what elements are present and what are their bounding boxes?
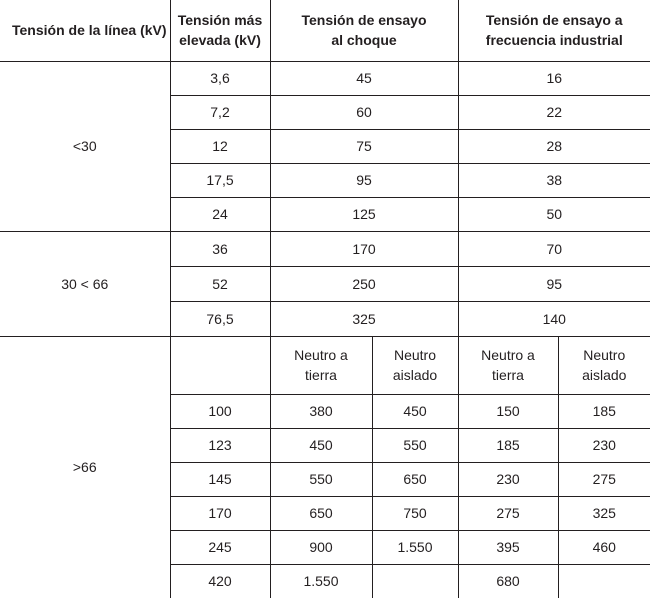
header-tension-choque-line1: Tensión de ensayo — [301, 12, 427, 29]
cell-frec-tierra: 150 — [458, 394, 558, 428]
header-tension-mas-elevada-line1: Tensión más — [177, 12, 263, 29]
subheader-frec-neutro-aislado-line2: aislado — [582, 367, 627, 383]
header-tension-choque-line2: al choque — [331, 32, 397, 49]
subheader-choque-neutro-aislado — [372, 336, 458, 394]
subheader-frec-neutro-tierra-line2: tierra — [492, 367, 524, 383]
cell-tension-choque: 60 — [270, 95, 458, 129]
subheader-choque-neutro-tierra-line2: tierra — [305, 367, 337, 383]
cell-frec-tierra: 230 — [458, 462, 558, 496]
cell-tension-mas: 12 — [170, 129, 270, 163]
header-row — [0, 0, 650, 61]
cell-tension-choque: 95 — [270, 163, 458, 197]
header-tension-linea — [0, 0, 170, 61]
cell-frec-aislado: 230 — [592, 437, 616, 453]
cell-frec-tierra: 185 — [458, 428, 558, 462]
cell-frec-tierra: 275 — [458, 496, 558, 530]
subheader-empty — [170, 336, 270, 394]
cell-tension-mas: 17,5 — [170, 163, 270, 197]
cell-choque-aislado: 1.550 — [372, 530, 458, 564]
cell-frec-aislado: 185 — [592, 403, 616, 419]
cell-frec-tierra: 395 — [458, 530, 558, 564]
cell-choque-aislado: 450 — [372, 394, 458, 428]
cell-choque-tierra: 550 — [270, 462, 372, 496]
header-tension-mas-elevada — [170, 0, 270, 61]
header-tension-frecuencia-line2: frecuencia industrial — [485, 32, 623, 49]
cell-choque-tierra: 650 — [270, 496, 372, 530]
subheader-choque-neutro-tierra — [270, 336, 372, 394]
group-label-gt66: >66 — [0, 336, 170, 598]
subheader-frec-neutro-aislado-line1: Neutro — [583, 347, 626, 363]
cell-frec-aislado: 325 — [592, 505, 616, 521]
subheader-choque-neutro-aislado-line2: aislado — [392, 367, 438, 383]
header-tension-frecuencia-line1: Tensión de ensayo a — [485, 12, 623, 29]
cell-choque-tierra: 450 — [270, 428, 372, 462]
cell-tension-mas: 36 — [170, 231, 270, 266]
cell-tension-mas: 24 — [170, 197, 270, 231]
cell-tension-frecuencia: 70 — [546, 240, 563, 257]
cell-tension-choque: 325 — [270, 301, 458, 336]
cell-tension-choque: 125 — [270, 197, 458, 231]
subheader-frec-neutro-tierra — [458, 336, 558, 394]
cell-tension-choque: 170 — [270, 231, 458, 266]
cell-tension-frecuencia: 38 — [546, 172, 563, 188]
cell-tension-choque: 45 — [270, 61, 458, 95]
cell-tension-frecuencia: 50 — [546, 206, 563, 222]
cell-tension-mas: 170 — [170, 496, 270, 530]
header-tension-frecuencia — [458, 0, 650, 61]
cell-tension-frecuencia: 95 — [546, 275, 563, 292]
header-tension-linea-label: Tensión de la línea (kV) — [12, 22, 167, 39]
cell-tension-mas: 76,5 — [170, 301, 270, 336]
cell-choque-tierra: 900 — [270, 530, 372, 564]
cell-tension-frecuencia: 28 — [546, 138, 563, 154]
subheader-choque-neutro-tierra-line1: Neutro a — [294, 347, 348, 363]
cell-choque-aislado: 550 — [372, 428, 458, 462]
cell-tension-frecuencia: 140 — [542, 310, 566, 327]
subheader-frec-neutro-aislado — [558, 336, 650, 394]
cell-frec-aislado: 460 — [592, 539, 616, 555]
subheader-frec-neutro-tierra-line1: Neutro a — [481, 347, 535, 363]
subheader-row — [0, 336, 650, 394]
cell-tension-mas: 123 — [170, 428, 270, 462]
cell-tension-frecuencia: 16 — [546, 70, 563, 86]
cell-frec-tierra: 680 — [458, 564, 558, 598]
cell-frec-aislado — [558, 564, 650, 598]
cell-choque-aislado: 650 — [372, 462, 458, 496]
cell-tension-mas: 7,2 — [170, 95, 270, 129]
cell-tension-mas: 100 — [170, 394, 270, 428]
cell-tension-mas: 52 — [170, 266, 270, 301]
cell-tension-choque: 75 — [270, 129, 458, 163]
cell-choque-aislado — [372, 564, 458, 598]
cell-choque-tierra: 380 — [270, 394, 372, 428]
cell-choque-tierra: 1.550 — [270, 564, 372, 598]
cell-tension-mas: 3,6 — [170, 61, 270, 95]
cell-tension-frecuencia: 22 — [546, 104, 563, 120]
header-tension-choque — [270, 0, 458, 61]
header-tension-mas-elevada-line2: elevada (kV) — [179, 32, 261, 49]
cell-frec-aislado: 275 — [592, 471, 616, 487]
cell-tension-mas: 245 — [170, 530, 270, 564]
group-label-lt30: <30 — [0, 61, 170, 231]
cell-tension-choque: 250 — [270, 266, 458, 301]
table-row — [0, 61, 650, 95]
table-row — [0, 231, 650, 266]
group-label-30-66: 30 < 66 — [0, 231, 170, 336]
subheader-choque-neutro-aislado-line1: Neutro — [393, 347, 437, 363]
cell-choque-aislado: 750 — [372, 496, 458, 530]
cell-tension-mas: 420 — [170, 564, 270, 598]
cell-tension-mas: 145 — [170, 462, 270, 496]
